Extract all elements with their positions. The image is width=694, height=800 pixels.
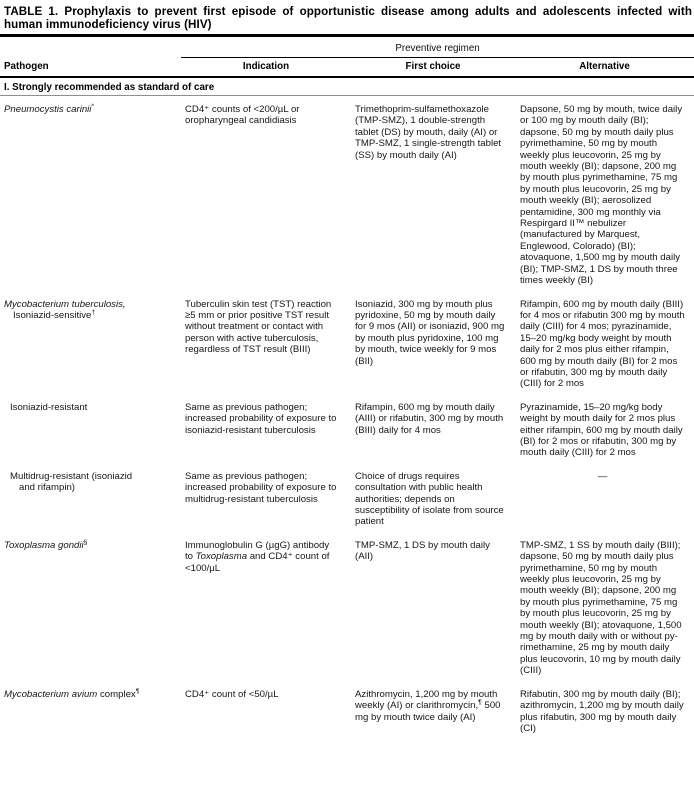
footnote-marker: ¶ [478,698,482,706]
spanner-label: Preventive regimen [181,41,694,58]
text-segment: Dapsone, 50 mg by mouth, twice daily or 100 mg by mouth daily (BI); dapsone, 50 mg by mouth daily plus pyrimethamine, 50 mg by mouth weekly plus leucovorin, 25 mg by mouth weekly (BI); dapsone, 200 mg by mouth plus pyrimethamine, 75 mg by mouth plus leucovorin, 25 mg by mouth weekly (BI); aerosolized pentamidine, 300 mg monthly via Respirgard II™ nebulizer (manufactured by Marquest, Englewood, Colorado) (BI); atovaquone, 1,500 mg by mouth daily (BI); TMP-SMZ, 1 DS by mouth three times weekly (BI) [520,104,683,287]
table-row [0,291,694,394]
text-segment: Azithromycin, 1,200 mg by mouth weekly (AI) or clarithromycin, [355,688,498,712]
text-segment: Choice of drugs requires consultation with public health authorities; depends on susceptibility of isolate from source patient [355,470,504,528]
text-segment: — [597,470,608,482]
column-header-first-choice: First choice [351,58,515,78]
text-segment: CD4⁺ counts of <200/µL or oropharyngeal candidiasis [185,104,300,127]
pathogen-cell [0,96,181,291]
section-row [0,77,694,96]
indication-cell [181,291,351,394]
indication-cell [181,96,351,291]
text-segment: Rifabutin, 300 mg by mouth daily (BI); azithromycin, 1,200 mg by mouth daily plus rifabutin, 300 mg by mouth daily (CI) [520,688,684,734]
text-segment: and rifampin) [19,482,75,494]
pathogen-cell [0,291,181,394]
indication-cell [181,532,351,681]
text-segment: Same as previous pathogen; increased probability of exposure to multidrug-resistant tuberculosis [185,470,337,505]
text-segment: Mycobacterium tuberculosis, [4,298,126,310]
table-header [0,41,694,96]
text-segment: Pyrazinamide, 15–20 mg/kg body weight by mouth daily for 2 mos plus either rifampin, 600 mg by mouth daily (BI) for 2 mos or rifabutin, 300 mg by mouth daily (CIII) for 2 mos [520,401,683,459]
prophylaxis-table [0,41,694,738]
footnote-marker: ¶ [135,687,140,695]
alternative-cell [515,532,694,681]
text-segment: Same as previous pathogen; increased probability of exposure to isoniazid-resistant tuberculosis [185,401,337,436]
spanner-spacer [0,41,181,58]
first-choice-cell [351,532,515,681]
text-segment: Toxoplasma [195,551,248,563]
indication-cell [181,681,351,739]
text-segment: CD4⁺ count of <50/µL [185,688,279,700]
footnote-marker: * [91,102,95,110]
first-choice-cell [351,394,515,463]
first-choice-cell [351,681,515,739]
table-row [0,532,694,681]
text-segment: Isoniazid-sensitive [13,309,92,321]
first-choice-cell [351,463,515,532]
text-segment: complex [97,688,136,700]
section-heading: I. Strongly recommended as standard of care [0,77,694,96]
alternative-cell [515,291,694,394]
column-header-pathogen: Pathogen [0,58,181,78]
alternative-cell [515,463,694,532]
text-segment: Immunoglobulin G (µgG) antibody to [185,539,330,563]
text-segment: Tuberculin skin test (TST) reaction ≥5 mm or prior positive TST result without treatment or contact with person with active tuberculosis, regardless of TST result (BIII) [185,298,332,356]
first-choice-cell [351,291,515,394]
pathogen-cell [0,394,181,463]
text-segment: and CD4⁺ count of <100/µL [185,551,330,574]
indication-cell [181,394,351,463]
pathogen-cell [0,532,181,681]
text-segment: Toxoplasma gondii [4,539,84,551]
pathogen-cell [0,681,181,739]
alternative-cell [515,96,694,291]
text-segment: Multidrug-resistant (isoniazid [10,470,133,482]
alternative-cell [515,394,694,463]
footnote-marker: † [91,308,96,316]
text-segment: TMP-SMZ, 1 SS by mouth daily (BIII); dapsone, 50 mg by mouth daily plus pyrimethamine, 50 mg by mouth weekly plus leucovorin, 25 mg by mouth weekly (BI); dapsone, 200 mg by mouth plus pyrimethamine, 75 mg by mouth plus leucovorin, 25 mg by mouth weekly (BI); atovaquone, 1,500 mg by mouth daily with or without pyrimethamine, 25 mg by mouth daily plus leucovorin, 10 mg by mouth daily (CIII) [520,539,682,677]
table-title: TABLE 1. Prophylaxis to prevent first episode of opportunistic disease among adults and adolescents infected with human immunodeficiency virus (HIV) [0,0,694,37]
text-segment: Rifampin, 600 mg by mouth daily (BIII) for 4 mos or rifabutin 300 mg by mouth daily (CIII) for 4 mos; pyrazinamide, 15–20 mg/kg body weight by mouth daily for 2 mos plus either rifampin, 600 mg by mouth daily (BI) for 2 mos or rifabutin, 300 mg by mouth daily (CIII) for 2 mos [520,298,685,390]
first-choice-cell [351,96,515,291]
indication-cell [181,463,351,532]
text-segment: Mycobacterium avium [4,688,98,700]
table-row [0,681,694,739]
text-segment: Isoniazid-resistant [10,401,88,413]
pathogen-cell [0,463,181,532]
alternative-cell [515,681,694,739]
column-header-alternative: Alternative [515,58,694,78]
text-segment: Pneumocystis carinii [4,104,92,115]
text-segment: TMP-SMZ, 1 DS by mouth daily (AII) [355,539,490,563]
text-segment: 500 mg by mouth twice daily (AI) [355,700,501,723]
text-segment: Rifampin, 600 mg by mouth daily (AIII) or rifabutin, 300 mg by mouth (BIII) daily for 4 mos [355,401,504,436]
table-row [0,394,694,463]
table-row [0,96,694,291]
text-segment: Isoniazid, 300 mg by mouth plus pyridoxine, 50 mg by mouth daily for 9 mos (AII) or isoniazid, 900 mg by mouth plus pyridoxine, 100 mg by mouth, twice weekly for 9 mos (BII) [355,298,505,367]
table-row [0,463,694,532]
spanner-row [0,41,694,58]
table-body [0,96,694,739]
column-header-indication: Indication [181,58,351,78]
footnote-marker: § [83,538,88,546]
text-segment: Trimethoprim-sulfamethoxazole (TMP-SMZ), 1 double-strength tablet (DS) by mouth, daily (AI) or TMP-SMZ, 1 single-strength tablet (SS) by mouth daily (AI) [355,104,502,161]
column-header-row [0,58,694,78]
